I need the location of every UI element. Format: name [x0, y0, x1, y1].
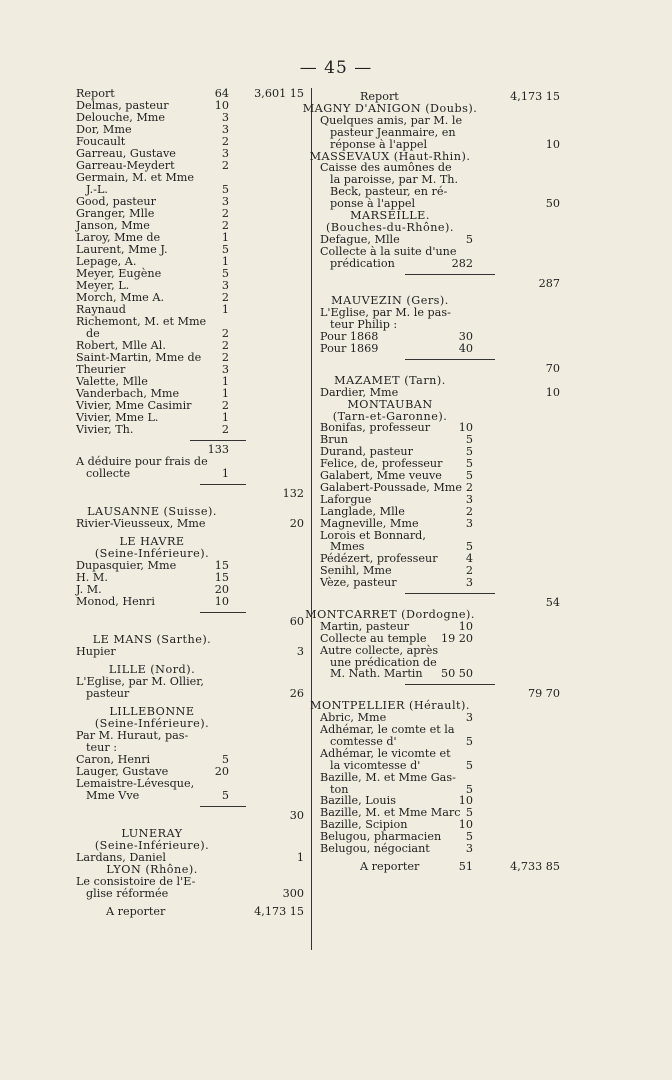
entry-amount: 10: [458, 619, 473, 633]
entry-label: Morch, Mme A.: [76, 291, 164, 304]
section-heading: (Seine-Inférieure).: [94, 717, 210, 730]
entry-amount: 3: [221, 147, 229, 160]
entry-label: Lauger, Gustave: [76, 765, 169, 778]
entry-total: 4,173 15: [254, 905, 304, 918]
entry-label: de: [86, 327, 100, 340]
entry-label: Vèze, pasteur: [320, 576, 397, 590]
entry-label: Vanderbach, Mme: [76, 387, 180, 400]
section-heading: LE MANS (Sarthe).: [92, 633, 212, 646]
entry-label: Collecte à la suite d'une: [320, 244, 457, 258]
entry-amount: 2: [221, 327, 229, 340]
entry-amount: 20: [214, 583, 229, 596]
section-heading: LE HAVRE: [119, 535, 185, 548]
entry-amount: 2: [465, 480, 473, 494]
sum-rule: [405, 593, 495, 594]
entry-label: Saint-Martin, Mme de: [76, 351, 202, 364]
section-heading: MONTCARRET (Dordogne).: [305, 607, 475, 621]
entry-amount: 50 50: [440, 667, 473, 681]
entry-amount: 5: [465, 540, 473, 554]
entry-label: Durand, pasteur: [320, 445, 413, 459]
entry-label: réponse à l'appel: [330, 137, 428, 151]
entry-label: A reporter: [106, 905, 166, 918]
entry-label: Lepage, A.: [76, 255, 137, 268]
sum-rule: [190, 440, 246, 441]
entry-total: 10: [545, 385, 560, 399]
entry-amount: 5: [465, 782, 473, 796]
section-heading: MAGNY D'ANIGON (Doubs).: [302, 101, 478, 115]
entry-amount: 2: [465, 564, 473, 578]
entry-total: 26: [289, 687, 304, 700]
section-heading: MAZAMET (Tarn).: [334, 373, 446, 387]
entry-label: Raynaud: [76, 303, 126, 316]
entry-amount: 10: [458, 794, 473, 808]
entry-amount: 3: [221, 279, 229, 292]
entry-label: Janson, Mme: [76, 219, 150, 232]
entry-label: Report: [76, 87, 115, 100]
entry-total: 300: [282, 887, 304, 900]
entry-label: collecte: [86, 467, 131, 480]
entry-total: 1: [296, 851, 304, 864]
entry-label: Meyer, L.: [76, 279, 130, 292]
entry-label: Defague, Mlle: [320, 232, 400, 246]
entry-label: Rivier-Vieusseux, Mme: [76, 517, 206, 530]
entry-label: Theurier: [76, 363, 126, 376]
entry-amount: 5: [465, 734, 473, 748]
entry-total: 79 70: [527, 687, 560, 701]
entry-amount: 64: [214, 87, 229, 100]
entry-label: la vicomtesse d': [330, 758, 421, 772]
entry-label: Meyer, Eugène: [76, 267, 162, 280]
entry-label: Vivier, Mme L.: [76, 411, 159, 424]
entry-amount: 3: [465, 576, 473, 590]
entry-amount: 3: [221, 363, 229, 376]
entry-label: Good, pasteur: [76, 195, 156, 208]
entry-total: 10: [545, 137, 560, 151]
entry-label: comtesse d': [330, 734, 397, 748]
entry-label: A déduire pour frais de: [76, 455, 208, 468]
entry-amount: 3: [465, 842, 473, 855]
entry-label: Delmas, pasteur: [76, 99, 169, 112]
entry-label: une prédication de: [330, 655, 437, 669]
entry-amount: 3: [465, 492, 473, 506]
entry-label: Galabert, Mme veuve: [320, 469, 442, 482]
entry-total: 3,601 15: [254, 87, 304, 100]
entry-amount: 2: [221, 135, 229, 148]
entry-total: 287: [538, 276, 560, 290]
entry-amount: 1: [221, 303, 229, 316]
entry-amount: 5: [221, 183, 229, 196]
entry-amount: 1: [221, 255, 229, 268]
entry-label: Caron, Henri: [76, 753, 151, 766]
entry-amount: 1: [221, 231, 229, 244]
entry-amount: 5: [465, 232, 473, 246]
entry-label: Mme Vve: [86, 789, 140, 802]
entry-label: Foucault: [76, 135, 126, 148]
entry-label: Bazille, Louis: [320, 794, 396, 808]
entry-label: Germain, M. et Mme: [76, 171, 195, 184]
entry-label: la paroisse, par M. Th.: [330, 173, 459, 187]
section-heading: LYON (Rhône).: [106, 863, 198, 876]
sum-rule: [200, 612, 246, 613]
entry-label: Pour 1868: [320, 330, 379, 344]
entry-amount: 5: [221, 789, 229, 802]
entry-total: 60: [289, 615, 304, 628]
entry-label: Lorois et Bonnard,: [320, 528, 426, 542]
entry-label: Valette, Mlle: [76, 375, 148, 388]
entry-label: Felice, de, professeur: [320, 457, 443, 471]
entry-label: Delouche, Mme: [76, 111, 165, 124]
entry-label: Robert, Mlle Al.: [76, 339, 166, 352]
entry-label: Bonifas, professeur: [320, 421, 431, 435]
entry-amount: 2: [221, 351, 229, 364]
entry-amount: 20: [214, 765, 229, 778]
entry-amount: 3: [465, 711, 473, 725]
entry-amount: 2: [221, 423, 229, 436]
entry-label: pasteur Jeanmaire, en: [330, 125, 456, 139]
entry-amount: 1: [221, 387, 229, 400]
entry-label: Dor, Mme: [76, 123, 132, 136]
entry-label: Lemaistre-Lévesque,: [76, 777, 195, 790]
entry-amount: 10: [214, 99, 229, 112]
entry-label: Monod, Henri: [76, 595, 155, 608]
entry-amount: 1: [221, 411, 229, 424]
entry-amount: 3: [221, 195, 229, 208]
entry-label: Martin, pasteur: [320, 619, 410, 633]
entry-label: Langlade, Mlle: [320, 504, 405, 518]
entry-label: Dupasquier, Mme: [76, 559, 177, 572]
entry-label: Bazille, M. et Mme Gas-: [320, 770, 456, 784]
section-heading: (Tarn-et-Garonne).: [332, 409, 448, 423]
entry-total: 30: [289, 809, 304, 822]
entry-amount: 5: [465, 433, 473, 447]
entry-amount: 2: [221, 159, 229, 172]
entry-label: Autre collecte, après: [320, 643, 439, 657]
entry-label: glise réformée: [86, 887, 169, 900]
entry-total: 3: [296, 645, 304, 658]
entry-label: Senihl, Mme: [320, 564, 392, 578]
entry-amount: 5: [465, 830, 473, 844]
sum-rule: [200, 806, 246, 807]
entry-total: 4,173 15: [510, 90, 560, 103]
entry-label: Report: [360, 90, 399, 103]
entry-label: Belugou, pharmacien: [320, 830, 442, 844]
section-heading: (Seine-Inférieure).: [94, 547, 210, 560]
entry-label: L'Eglise, par M. le pas-: [320, 306, 451, 320]
section-heading: MONTPELLIER (Hérault).: [310, 699, 470, 713]
entry-label: teur Philip :: [330, 318, 398, 332]
sum-rule: [200, 484, 246, 485]
entry-amount: 5: [465, 806, 473, 820]
entry-amount: 1: [221, 467, 229, 480]
entry-label: Belugou, négociant: [320, 842, 430, 855]
sum-rule: [405, 274, 495, 275]
entry-label: Caisse des aumônes de: [320, 161, 452, 175]
entry-label: J.-L.: [86, 183, 108, 196]
section-heading: MAUVEZIN (Gers).: [331, 294, 449, 308]
entry-amount: 10: [458, 818, 473, 832]
entry-amount: 15: [214, 559, 229, 572]
entry-label: Pédézert, professeur: [320, 552, 438, 566]
entry-amount: 5: [221, 753, 229, 766]
entry-total: 20: [289, 517, 304, 530]
section-heading: MARSEILLE.: [350, 209, 430, 222]
entry-label: Par M. Huraut, pas-: [76, 729, 189, 742]
entry-label: Garreau, Gustave: [76, 147, 176, 160]
entry-amount: 5: [465, 469, 473, 482]
entry-label: ton: [330, 782, 349, 796]
entry-label: Garreau-Meydert: [76, 159, 175, 172]
entry-amount: 2: [465, 504, 473, 518]
entry-label: prédication: [330, 256, 395, 270]
section-heading: LAUSANNE (Suisse).: [87, 505, 217, 518]
entry-amount: 1: [221, 375, 229, 388]
entry-amount: 2: [221, 399, 229, 412]
entry-label: A reporter: [360, 859, 420, 873]
entry-label: L'Eglise, par M. Ollier,: [76, 675, 204, 688]
section-heading: LILLEBONNE: [109, 705, 195, 718]
entry-label: M. Nath. Martin: [330, 667, 423, 681]
entry-amount: 4: [465, 552, 473, 566]
entry-label: Mmes: [330, 540, 365, 554]
entry-amount: 51: [458, 859, 473, 873]
entry-label: Bazille, Scipion: [320, 818, 408, 832]
entry-label: Magneville, Mme: [320, 516, 419, 530]
entry-label: teur :: [86, 741, 117, 754]
entry-amount: 10: [214, 595, 229, 608]
entry-label: Hupier: [76, 645, 116, 658]
entry-amount: 3: [221, 123, 229, 136]
entry-total: 132: [282, 487, 304, 500]
entry-amount: 5: [465, 758, 473, 772]
entry-amount: 19 20: [440, 631, 473, 645]
entry-label: Laroy, Mme de: [76, 231, 161, 244]
entry-total: 70: [545, 361, 560, 375]
entry-label: Granger, Mlle: [76, 207, 155, 220]
entry-label: Bazille, M. et Mme Marc: [320, 806, 461, 820]
section-heading: LUNERAY: [121, 827, 183, 840]
entry-total: 4,733 85: [510, 859, 560, 873]
entry-total: 54: [545, 596, 560, 609]
entry-amount: 2: [221, 207, 229, 220]
section-heading: MONTAUBAN: [347, 397, 433, 411]
entry-amount: 3: [465, 516, 473, 530]
entry-amount: 3: [221, 111, 229, 124]
sum-rule: [405, 684, 495, 685]
section-heading: (Seine-Inférieure).: [94, 839, 210, 852]
entry-label: Adhémar, le vicomte et: [320, 746, 451, 760]
entry-label: Lardans, Daniel: [76, 851, 166, 864]
entry-label: Beck, pasteur, en ré-: [330, 185, 448, 199]
entry-total: 50: [545, 197, 560, 211]
entry-amount: 2: [221, 339, 229, 352]
entry-label: Richemont, M. et Mme: [76, 315, 207, 328]
entry-label: Abric, Mme: [320, 711, 387, 725]
entry-amount: 5: [465, 445, 473, 459]
entry-amount: 15: [214, 571, 229, 584]
section-heading: LILLE (Nord).: [108, 663, 196, 676]
entry-label: Le consistoire de l'E-: [76, 875, 196, 888]
page-number: — 45 —: [299, 58, 373, 78]
sum-rule: [405, 359, 495, 360]
entry-label: Galabert-Poussade, Mme: [320, 480, 463, 494]
entry-label: Vivier, Mme Casimir: [76, 399, 192, 412]
entry-amount: 2: [221, 219, 229, 232]
entry-amount: 10: [458, 421, 473, 435]
entry-label: Vivier, Th.: [76, 423, 134, 436]
entry-label: Dardier, Mme: [320, 385, 399, 399]
entry-label: ponse à l'appel: [330, 197, 416, 211]
entry-label: pasteur: [86, 687, 130, 700]
entry-label: Brun: [320, 433, 348, 447]
entry-label: Adhémar, le comte et la: [320, 723, 455, 736]
entry-amount: 5: [465, 457, 473, 471]
entry-amount: 5: [221, 267, 229, 280]
section-heading: (Bouches-du-Rhône).: [326, 220, 454, 234]
entry-amount: 282: [451, 256, 473, 270]
entry-label: Collecte au temple: [320, 631, 427, 645]
entry-label: J. M.: [76, 583, 102, 596]
entry-amount: 133: [207, 443, 229, 456]
entry-amount: 30: [458, 330, 473, 344]
entry-label: Pour 1869: [320, 342, 379, 355]
entry-amount: 5: [221, 243, 229, 256]
entry-amount: 40: [458, 342, 473, 355]
section-heading: MASSEVAUX (Haut-Rhin).: [309, 149, 471, 163]
entry-label: Laforgue: [320, 492, 372, 506]
entry-amount: 2: [221, 291, 229, 304]
entry-label: Laurent, Mme J.: [76, 243, 168, 256]
entry-label: H. M.: [76, 571, 108, 584]
entry-label: Quelques amis, par M. le: [320, 113, 463, 127]
